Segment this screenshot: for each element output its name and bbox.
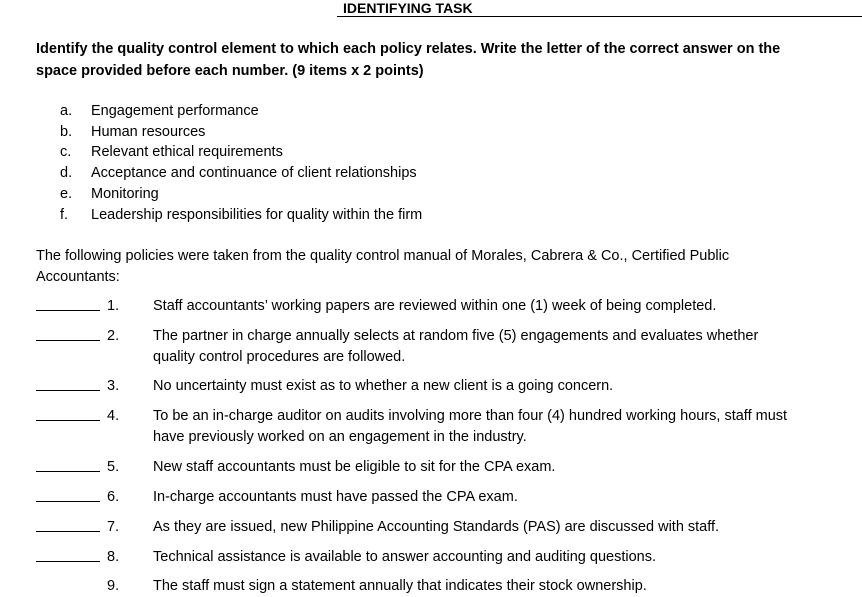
item-number: 1. bbox=[107, 298, 120, 314]
choice-text: Monitoring bbox=[91, 185, 159, 202]
item-number: 4. bbox=[107, 408, 120, 424]
item-text: No uncertainty must exist as to whether a new client is a going concern. bbox=[153, 378, 614, 394]
item-text: To be an in-charge auditor on audits involving more than four (4) hundred working hours, staff must have previously worked on an engagement in the industry. bbox=[153, 408, 788, 445]
choice-list bbox=[60, 101, 422, 225]
item-number: 5. bbox=[107, 459, 120, 475]
answer-blank[interactable] bbox=[36, 487, 100, 502]
choice-letter: a. bbox=[60, 103, 73, 119]
answer-blank[interactable] bbox=[36, 406, 100, 421]
answer-blank[interactable] bbox=[36, 376, 100, 391]
item-number: 8. bbox=[107, 549, 120, 565]
item-text: The staff must sign a statement annually that indicates their stock ownership. bbox=[153, 578, 647, 594]
choice-letter: e. bbox=[60, 185, 73, 202]
list-item bbox=[36, 376, 826, 397]
item-number: 7. bbox=[107, 519, 120, 535]
item-number: 3. bbox=[107, 378, 120, 394]
item-text: New staff accountants must be eligible to sit for the CPA exam. bbox=[153, 459, 556, 475]
answer-blank[interactable] bbox=[36, 576, 100, 591]
item-number: 6. bbox=[107, 489, 120, 505]
answer-blank[interactable] bbox=[36, 547, 100, 562]
item-text: The partner in charge annually selects at random five (5) engagements and evaluates whether quality control procedures are followed. bbox=[153, 328, 759, 365]
choice-text: Relevant ethical requirements bbox=[91, 144, 283, 161]
list-item bbox=[36, 406, 826, 448]
list-item bbox=[36, 487, 826, 508]
answer-blank[interactable] bbox=[36, 326, 100, 341]
choice-item bbox=[60, 122, 422, 143]
answer-blank[interactable] bbox=[36, 296, 100, 311]
choice-item bbox=[60, 163, 422, 184]
intro-paragraph: The following policies were taken from the quality control manual of Morales, Cabrera & Co., Certified Public Accountants: bbox=[36, 248, 730, 285]
choice-text: Engagement performance bbox=[91, 103, 259, 119]
answer-blank[interactable] bbox=[36, 517, 100, 532]
item-text: Technical assistance is available to answer accounting and auditing questions. bbox=[153, 549, 656, 565]
choice-letter: c. bbox=[60, 144, 72, 161]
choice-item bbox=[60, 205, 422, 226]
page-title: IDENTIFYING TASK bbox=[343, 0, 473, 16]
item-text: As they are issued, new Philippine Accounting Standards (PAS) are discussed with staff. bbox=[153, 519, 720, 535]
instructions: Identify the quality control element to which each policy relates. Write the letter of the correct answer on the space provided before each number. (9 items x 2 points) bbox=[36, 41, 781, 79]
item-number: 2. bbox=[107, 328, 120, 344]
list-item bbox=[36, 457, 826, 478]
item-text: Staff accountants’ working papers are reviewed within one (1) week of being completed. bbox=[153, 298, 717, 314]
list-item bbox=[36, 517, 826, 538]
choice-item bbox=[60, 142, 422, 163]
list-item bbox=[36, 296, 826, 317]
item-number: 9. bbox=[107, 578, 120, 594]
item-text: In-charge accountants must have passed the CPA exam. bbox=[153, 489, 518, 505]
list-item bbox=[36, 326, 826, 368]
choice-text: Leadership responsibilities for quality within the firm bbox=[91, 206, 423, 223]
choice-text: Acceptance and continuance of client relationships bbox=[91, 165, 417, 182]
answer-blank[interactable] bbox=[36, 457, 100, 472]
choice-letter: d. bbox=[60, 165, 73, 182]
choice-letter: f. bbox=[60, 206, 69, 223]
choice-text: Human resources bbox=[91, 123, 206, 140]
choice-item bbox=[60, 184, 422, 205]
choice-letter: b. bbox=[60, 123, 73, 140]
list-item bbox=[36, 547, 826, 568]
choice-item bbox=[60, 101, 422, 122]
